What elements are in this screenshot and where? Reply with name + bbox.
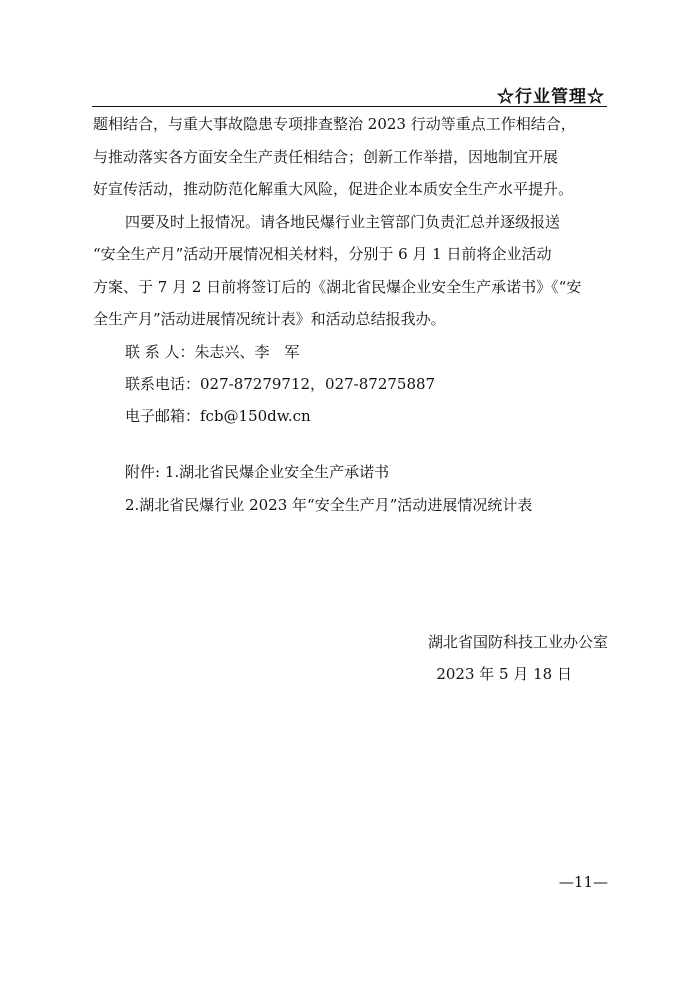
- body-line-4: 四要及时上报情况。请各地民爆行业主管部门负责汇总并逐级报送: [125, 213, 561, 231]
- contact-person: 联 系 人：朱志兴、李 军: [125, 343, 300, 361]
- signature-date: 2023 年 5 月 18 日: [436, 665, 572, 683]
- body-line-3: 好宣传活动，推动防范化解重大风险，促进企业本质安全生产水平提升。: [93, 180, 574, 198]
- signature-organization: 湖北省国防科技工业办公室: [427, 633, 608, 651]
- body-line-5: “安全生产月”活动开展情况相关材料，分别于 6 月 1 日前将企业活动: [93, 245, 552, 263]
- body-line-1: 题相结合，与重大事故隐患专项排查整治 2023 行动等重点工作相结合，: [93, 115, 576, 133]
- body-line-2: 与推动落实各方面安全生产责任相结合；创新工作举措，因地制宜开展: [93, 148, 559, 166]
- contact-phone: 联系电话：027-87279712，027-87275887: [125, 375, 436, 393]
- body-line-6: 方案、于 7 月 2 日前将签订后的《湖北省民爆企业安全生产承诺书》《“安: [93, 278, 582, 296]
- page-number: —11—: [558, 873, 608, 891]
- page-header: [92, 80, 607, 107]
- section-title: ☆行业管理☆: [497, 87, 605, 107]
- attachment-item-2: 2.湖北省民爆行业 2023 年“安全生产月”活动进展情况统计表: [125, 496, 533, 514]
- attachment-item-1: 附件: 1.湖北省民爆企业安全生产承诺书: [125, 463, 390, 481]
- body-line-7: 全生产月”活动进展情况统计表》和活动总结报我办。: [93, 310, 446, 328]
- contact-email: 电子邮箱：fcb@150dw.cn: [125, 407, 311, 425]
